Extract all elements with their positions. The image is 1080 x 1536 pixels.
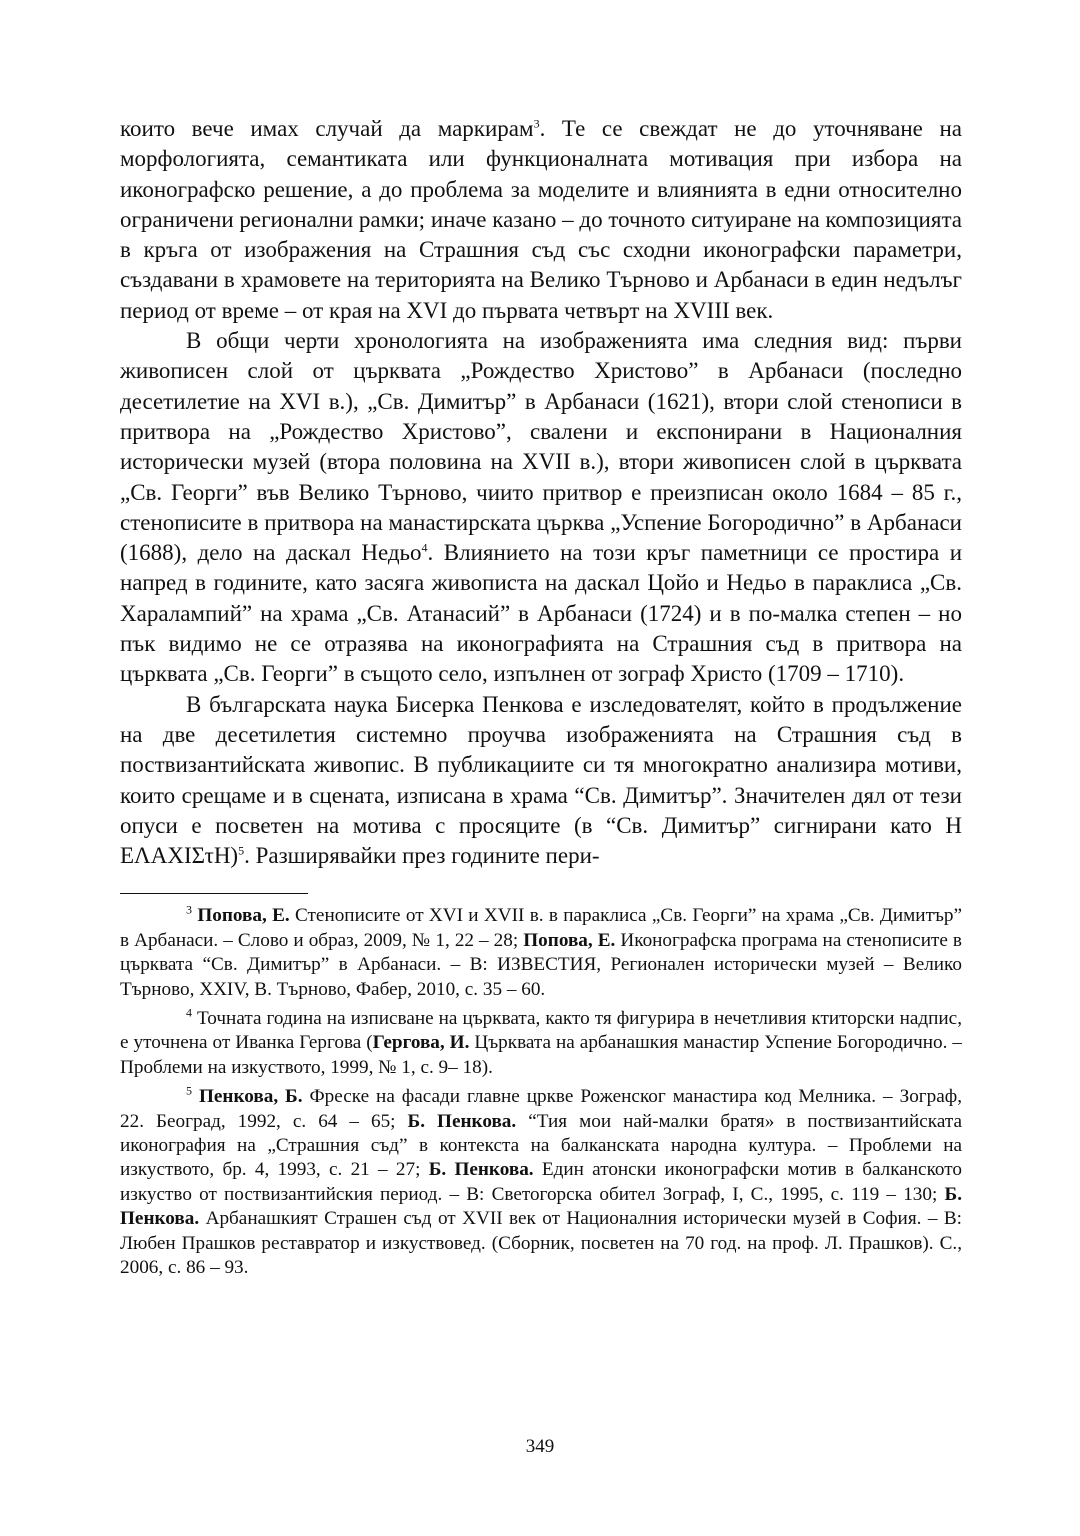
footnote-text: Арбанашкият Страшен съд от XVII век от Националния исторически музей в София. – В: Любен Прашков реставратор и изкуствовед. (Сборник, посветен на 70 год. на проф. Л. Прашков). С., 2006, с. 86 – 93. (120, 1208, 962, 1279)
paragraph-1-text-start: които вече имах случай да маркирам (120, 116, 534, 141)
footnote-text: Иконографска програма на стенописите в църквата “Св. Димитър” в Арбанаси. – В: ИЗВЕСТИЯ, Регионален исторически музей – Велико Търново, XXIV, В. Търново, Фабер, 2010, с. 35 – 60. (120, 929, 962, 1000)
footnote-author: Б. Пенкова. (428, 1159, 534, 1181)
footnote-text: Един атонски иконографски мотив в балканското изкуство от поствизантийския период. – В: Светогорска обител Зограф, I, С., 1995, с. 119 – 130; (120, 1159, 962, 1205)
main-text (120, 114, 962, 871)
footnote-separator (120, 893, 308, 894)
footnote-text: Фреске на фасади главне цркве Роженског манастира код Мелника. – Зограф, 22. Београд, 1992, с. 64 – 65; (120, 1086, 963, 1132)
footnote-number: 5 (186, 1083, 192, 1098)
footnote-text: Църквата на арбанашкия манастир Успение Богородично. – Проблеми на изкуството, 1999, № 1, с. 9– 18). (120, 1032, 962, 1078)
paragraph-2-text-end: . Влиянието на този кръг паметници се простира и напред в годините, като засяга живописта на даскал Цойо и Недьо в параклиса „Св. Харалампий” на храма „Св. Атанасий” в Арбанаси (1724) и в по-малка степен – но пък видимо не се отразява на иконографията на Страшния съд в притвора на църквата „Св. Георги” в същото село, изпълнен от зограф Христо (1709 – 1710). (120, 540, 963, 687)
footnote-4 (120, 1007, 962, 1080)
footnote-author: Попова, Е. (523, 929, 616, 951)
footnote-5 (120, 1085, 962, 1280)
footnote-ref-5[interactable]: 5 (238, 843, 245, 858)
footnote-3 (120, 904, 962, 1002)
footnote-author: Пенкова, Б. (198, 1086, 303, 1108)
footnote-author: Б. Пенкова. (407, 1110, 517, 1132)
footnote-text: “Тия мои най-малки братя» в поствизантийската иконография на „Страшния съд” в контекста на балканската народна култура. – Проблеми на изкуството, бр. 4, 1993, с. 21 – 27; (120, 1110, 962, 1181)
page-number: 349 (525, 1436, 555, 1457)
paragraph-1 (120, 114, 962, 326)
paragraph-3-text-end: . Разширявайки през годините пери- (244, 843, 600, 869)
footnote-text: Стенописите от XVI и XVII в. в параклиса „Св. Георги” на храма „Св. Димитър” в Арбанаси. – Слово и образ, 2009, № 1, 22 – 28; (120, 905, 962, 951)
footnote-author: Гергова, И. (372, 1032, 470, 1054)
footnote-number: 3 (186, 903, 192, 918)
paragraph-3-text-start: В българската наука Бисерка Пенкова е изследователят, който в продължение на две десетилетия системно проучва изображенията на Страшния съд в поствизантийската живопис. В публикациите си тя многократно анализира мотиви, които срещаме и в сцената, изписана в храма “Св. Димитър”. Значителен дял от тези опуси е посветен на мотива с просяците (в “Св. Димитър” сигнирани като Н ΕΛΑΧΙΣτΗ) (120, 691, 962, 869)
paragraph-2-text-start: В общи черти хронологията на изображенията има следния вид: първи живописен слой от църквата „Рождество Христово” в Арбанаси (последно десетилетие на XVI в.), „Св. Димитър” в Арбанаси (1621), втори слой стенописи в притвора на „Рождество Христово”, свалени и експонирани в Националния исторически музей (втора половина на XVII в.), втори живописен слой в църквата „Св. Георги” във Велико Търново, чиито притвор е преизписан около 1684 – 85 г., стенописите в притвора на манастирската църква „Успение Богородично” в Арбанаси (1688), дело на даскал Недьо (120, 328, 962, 566)
footnote-number: 4 (186, 1005, 192, 1020)
paragraph-1-text-end: . Те се свеждат не до уточняване на морфологията, семантиката или функционалната мотивация при избора на иконографско решение, а до проблема за моделите и влиянията в едни относително ограничени регионални рамки; иначе казано – до точното ситуиране на композицията в кръга от изображения на Страшния съд със сходни иконографски параметри, създавани в храмовете на територията на Велико Търново и Арбанаси в един недълъг период от време – от края на XVI до първата четвърт на XVIII век. (120, 116, 962, 323)
paragraph-3 (120, 690, 962, 872)
footnote-author: Б. Пенкова. (120, 1183, 962, 1230)
paragraph-2 (120, 326, 962, 690)
footnote-ref-3[interactable]: 3 (533, 116, 540, 131)
footnote-author: Попова, Е. (197, 905, 290, 927)
footnote-text: Точната година на изписване на църквата, както тя фигурира в нечетливия ктиторски надпис, е уточнена от Иванка Гергова ( (120, 1008, 962, 1054)
document-page (120, 114, 962, 1514)
footnote-ref-4[interactable]: 4 (421, 540, 428, 555)
footnotes (120, 904, 962, 1280)
